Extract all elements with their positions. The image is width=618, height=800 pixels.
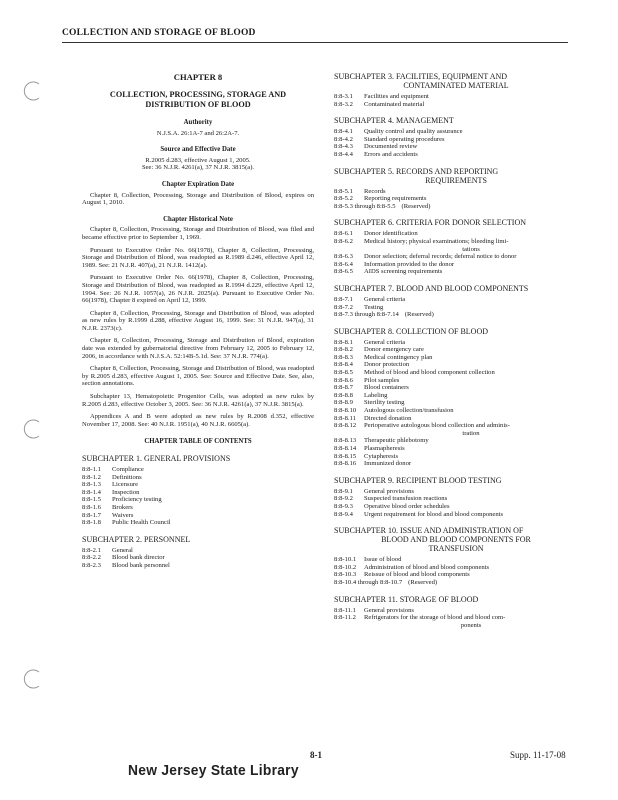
section-title-text: Autologous collection/transfusion <box>364 407 454 415</box>
section-title <box>364 354 578 362</box>
source-heading: Source and Effective Date <box>160 146 236 154</box>
toc-entry <box>334 93 578 101</box>
section-title <box>112 474 314 482</box>
section-number: 8:8-4.2 <box>334 135 353 143</box>
section-number: 8:8-3.1 <box>334 93 353 100</box>
toc-entry <box>334 253 578 261</box>
toc-entry <box>334 377 578 385</box>
toc-entry <box>82 489 314 497</box>
subchapter-heading <box>82 535 314 544</box>
toc-entry <box>334 564 578 572</box>
section-number: 8:8-9.1 <box>334 487 353 495</box>
section-title-text: Medical history; physical examinations; bleeding limi- <box>364 237 509 245</box>
section-title-text: Pilot samples <box>364 376 400 384</box>
section-number: 8:8-10.3 <box>334 571 357 579</box>
left-toc <box>82 454 314 570</box>
toc-title: CHAPTER TABLE OF CONTENTS <box>144 438 252 446</box>
section-title-text: Operative blood order schedules <box>364 502 450 510</box>
section-title <box>364 195 578 203</box>
section-title <box>364 230 578 238</box>
running-head: COLLECTION AND STORAGE OF BLOOD <box>62 28 256 38</box>
section-title-text: Immunized donor <box>364 460 412 468</box>
chapter-title-line2: DISTRIBUTION OF BLOOD <box>145 100 251 109</box>
section-title <box>364 188 578 196</box>
right-column <box>334 72 578 629</box>
section-number: 8:8-1.8 <box>82 519 101 527</box>
section-title-text: Administration of blood and blood components <box>364 563 490 571</box>
section-number: 8:8-8.13 <box>334 437 357 445</box>
section-title <box>364 407 578 415</box>
section-title-text: Blood bank personnel <box>112 561 170 569</box>
history-paragraph: Chapter 8, Collection, Processing, Storage and Distribution of Blood, was readopted by R.2005 d.283, effective August 1, 2005. See: Source and Effective Date. See, also, section annotations. <box>82 365 314 388</box>
section-title-text: Errors and accidents <box>364 150 418 158</box>
toc-entry <box>334 195 578 203</box>
section-title-text: Donor emergency care <box>364 346 424 354</box>
section-title-wrap: ponents <box>460 621 482 629</box>
section-title-text: General criteria <box>364 338 406 346</box>
section-number: 8:8-3.2 <box>334 100 353 108</box>
section-reserved: (Reserved) <box>408 578 438 586</box>
section-reserved: (Reserved) <box>401 202 431 210</box>
section-number: 8:8-9.2 <box>334 495 353 503</box>
section-title-text: Inspection <box>112 488 140 496</box>
section-title-text: Public Health Council <box>112 519 171 527</box>
section-title <box>364 392 578 400</box>
expiration-text: Chapter 8, Collection, Processing, Storage and Distribution of Blood, expires on August 1, 2010. <box>82 191 314 207</box>
section-title <box>364 101 578 109</box>
section-title <box>364 304 578 312</box>
section-title <box>364 422 578 437</box>
authority-text: N.J.S.A. 26:1A-7 and 26:2A-7. <box>156 129 240 137</box>
section-title-text: Compliance <box>112 466 144 473</box>
section-title-text: Reissue of blood and blood components <box>364 571 470 579</box>
section-number: 8:8-1.4 <box>82 488 101 496</box>
subchapter-heading-text: SUBCHAPTER 10. ISSUE AND ADMINISTRATION OF <box>334 526 524 536</box>
section-title <box>364 495 578 503</box>
section-title-text: Donor protection <box>364 361 410 369</box>
section-title <box>364 369 578 377</box>
section-number: 8:8-1.1 <box>82 466 101 473</box>
section-title <box>364 346 578 354</box>
section-number: 8:8-6.4 <box>334 260 353 268</box>
section-number: 8:8-8.7 <box>334 384 353 392</box>
toc-entry <box>82 519 314 527</box>
toc-entry <box>82 504 314 512</box>
toc-entry <box>334 151 578 159</box>
section-title <box>364 460 578 468</box>
section-number: 8:8-1.2 <box>82 473 101 481</box>
section-title <box>112 512 314 520</box>
section-title <box>364 453 578 461</box>
subchapter-heading-text: SUBCHAPTER 9. RECIPIENT BLOOD TESTING <box>334 475 502 485</box>
library-stamp: New Jersey State Library <box>128 762 299 779</box>
section-number: 8:8-1.5 <box>82 496 101 504</box>
section-number: 8:8-8.4 <box>334 361 353 369</box>
section-number: 8:8-4.1 <box>334 128 353 136</box>
toc-entry <box>334 136 578 144</box>
section-title <box>112 504 314 512</box>
section-number: 8:8-8.9 <box>334 399 353 407</box>
section-title <box>364 445 578 453</box>
chapter-title <box>82 90 314 110</box>
section-title-text: Labeling <box>364 391 388 399</box>
section-title-text: Definitions <box>112 473 142 481</box>
toc-entry <box>334 399 578 407</box>
section-range: 8:8-10.4 through 8:8-10.7 <box>334 578 403 586</box>
toc-entry <box>334 614 578 629</box>
section-number: 8:8-7.2 <box>334 303 353 311</box>
section-title <box>112 554 314 562</box>
section-title-text: Issue of blood <box>364 556 402 564</box>
subchapter-heading-text: SUBCHAPTER 1. GENERAL PROVISIONS <box>82 454 231 463</box>
section-title <box>364 143 578 151</box>
section-number: 8:8-5.2 <box>334 195 353 203</box>
section-title-text: AIDS screening requirements <box>364 268 443 276</box>
chapter-title-line1: COLLECTION, PROCESSING, STORAGE AND <box>109 90 287 99</box>
subchapter-heading <box>82 454 314 463</box>
section-title <box>364 503 578 511</box>
section-number: 8:8-11.2 <box>334 614 356 622</box>
section-number: 8:8-9.4 <box>334 510 353 518</box>
section-title <box>364 253 578 261</box>
expiration-heading: Chapter Expiration Date <box>161 180 235 188</box>
header-rule <box>62 42 568 43</box>
toc-entry <box>334 607 578 615</box>
section-title-text: Donor identification <box>364 230 418 238</box>
section-number: 8:8-10.1 <box>334 556 357 564</box>
toc-entry <box>334 143 578 151</box>
section-number: 8:8-8.2 <box>334 346 353 354</box>
section-number: 8:8-6.2 <box>334 237 353 245</box>
section-number: 8:8-1.7 <box>82 511 101 519</box>
section-title-text: Information provided to the donor <box>364 260 455 268</box>
subchapter-heading-continued: TRANSFUSION <box>428 544 484 554</box>
section-title <box>364 361 578 369</box>
toc-entry <box>82 496 314 504</box>
section-title-text: General provisions <box>364 487 414 495</box>
section-number: 8:8-8.10 <box>334 407 357 415</box>
section-number: 8:8-2.3 <box>82 561 101 569</box>
section-number: 8:8-8.6 <box>334 376 353 384</box>
history-paragraph: Chapter 8, Collection, Processing, Storage and Distribution of Blood, was adopted as new rules by R.1999 d.288, effective August 16, 1999. See: 31 N.J.R. 947(a), 31 N.J.R. 2373(c). <box>82 309 314 332</box>
subchapter-heading <box>334 116 578 125</box>
section-number: 8:8-8.15 <box>334 452 357 460</box>
section-title <box>364 511 578 519</box>
toc-entry <box>82 554 314 562</box>
section-title <box>112 547 314 555</box>
toc-entry <box>334 311 578 319</box>
toc-entry <box>334 407 578 415</box>
section-title-text: Directed donation <box>364 414 412 422</box>
toc-entry <box>334 339 578 347</box>
section-title-text: Quality control and quality assurance <box>364 128 463 136</box>
section-title-text: Testing <box>364 303 384 311</box>
toc-entry <box>334 296 578 304</box>
subchapter-heading-continued: BLOOD AND BLOOD COMPONENTS FOR <box>381 535 531 545</box>
section-number: 8:8-8.3 <box>334 353 353 361</box>
section-title-text: Donor selection; deferral records; deferral notice to donor <box>364 253 517 261</box>
punch-hole-icon <box>22 668 44 690</box>
subchapter-heading <box>334 72 578 90</box>
toc-entry <box>334 579 578 587</box>
subchapter-heading-text: SUBCHAPTER 8. COLLECTION OF BLOOD <box>334 326 489 336</box>
source-line1: R.2005 d.283, effective August 1, 2005. <box>145 156 251 164</box>
section-number: 8:8-6.5 <box>334 268 353 276</box>
toc-entry <box>334 495 578 503</box>
history-heading: Chapter Historical Note <box>163 215 233 223</box>
toc-entry <box>334 354 578 362</box>
history-paragraph: Appendices A and B were adopted as new rules by R.2008 d.352, effective November 17, 2008. See: 40 N.J.R. 1951(a), 40 N.J.R. 6605(a). <box>82 413 314 428</box>
toc-entry <box>334 511 578 519</box>
section-title-text: Documented review <box>364 143 418 151</box>
history-paragraph: Chapter 8, Collection, Processing, Storage and Distribution of Blood, was filed and became effective prior to September 1, 1969. <box>82 226 314 241</box>
section-title-text: General criteria <box>364 295 406 303</box>
toc-entry <box>334 230 578 238</box>
subchapter-heading <box>334 284 578 293</box>
section-title <box>364 296 578 304</box>
left-column <box>82 72 314 570</box>
section-title <box>112 489 314 497</box>
section-title-text: Refrigerators for the storage of blood and blood com- <box>364 614 506 622</box>
section-number: 8:8-8.12 <box>334 422 357 430</box>
toc-entry <box>334 415 578 423</box>
history-paragraph: Pursuant to Executive Order No. 66(1978), Chapter 8, Collection, Processing, Storage and Distribution of Blood, was readopted as R.1994 d.229, effective April 12, 1994. See: 26 N.J.R. 1057(a), 26 N.J.R. 2025(a). Pursuant to Executive Order No. 66(1978), Chapter 8 expired on April 12, 1999. <box>82 274 314 305</box>
section-title-text: Therapeutic phlebotomy <box>364 437 429 445</box>
subchapter-heading <box>334 476 578 485</box>
section-title <box>112 519 314 527</box>
punch-hole-icon <box>22 418 44 440</box>
section-number: 8:8-6.1 <box>334 230 353 238</box>
toc-entry <box>334 556 578 564</box>
section-title-text: Contaminated material <box>364 100 425 108</box>
section-title <box>364 384 578 392</box>
toc-entry <box>334 238 578 253</box>
page-number: 8-1 <box>310 750 322 760</box>
toc-entry <box>334 503 578 511</box>
toc-entry <box>334 437 578 445</box>
section-title-text: Sterility testing <box>364 399 405 407</box>
section-title-text: Medical contingency plan <box>364 353 433 361</box>
section-title-text: General provisions <box>364 606 414 614</box>
section-number: 8:8-2.2 <box>82 554 101 562</box>
toc-entry <box>334 488 578 496</box>
section-title <box>364 415 578 423</box>
section-number: 8:8-8.5 <box>334 369 353 377</box>
toc-entry <box>334 422 578 437</box>
toc-entry <box>82 547 314 555</box>
toc-entry <box>82 562 314 570</box>
toc-entry <box>334 445 578 453</box>
section-title <box>364 268 578 276</box>
section-title <box>364 614 578 629</box>
subchapter-heading <box>334 218 578 227</box>
section-title-text: Suspected transfusion reactions <box>364 495 448 503</box>
history-paragraph: Pursuant to Executive Order No. 66(1978), Chapter 8, Collection, Processing, Storage and Distribution of Blood, was readopted as R.1989 d.246, effective April 12, 1989. See: 21 N.J.R. 407(a), 21 N.J.R. 1412(a). <box>82 246 314 269</box>
authority-heading: Authority <box>183 119 213 126</box>
section-title-text: Waivers <box>112 511 134 519</box>
toc-entry <box>82 512 314 520</box>
subchapter-heading-text: SUBCHAPTER 11. STORAGE OF BLOOD <box>334 594 479 604</box>
toc-entry <box>334 369 578 377</box>
section-title <box>112 481 314 489</box>
subchapter-heading-text: SUBCHAPTER 3. FACILITIES, EQUIPMENT AND <box>334 72 508 81</box>
section-title <box>364 93 578 101</box>
toc-entry <box>334 101 578 109</box>
section-title-text: Method of blood and blood component collection <box>364 369 495 377</box>
toc-entry <box>334 361 578 369</box>
section-title-text: Perioperative autologous blood collection and adminis- <box>364 422 510 430</box>
section-title <box>364 556 578 564</box>
section-number: 8:8-1.6 <box>82 503 101 511</box>
section-title <box>364 238 578 253</box>
punch-hole-icon <box>22 80 44 102</box>
section-title-text: Standard operating procedures <box>364 135 445 143</box>
section-range: 8:8-7.3 through 8:8-7.14 <box>334 311 399 319</box>
section-title-text: Proficiency testing <box>112 496 162 504</box>
subchapter-heading-text: SUBCHAPTER 4. MANAGEMENT <box>334 116 454 126</box>
section-title-text: Cytapheresis <box>364 452 399 460</box>
section-title <box>112 466 314 474</box>
section-reserved: (Reserved) <box>404 311 434 319</box>
section-range: 8:8-5.3 through 8:8-5.5 <box>334 202 396 210</box>
chapter-number: CHAPTER 8 <box>173 72 223 82</box>
section-number: 8:8-11.1 <box>334 606 356 614</box>
subchapter-heading-text: SUBCHAPTER 6. CRITERIA FOR DONOR SELECTION <box>334 218 527 228</box>
section-number: 8:8-4.3 <box>334 143 353 151</box>
section-title <box>364 261 578 269</box>
toc-entry <box>334 261 578 269</box>
subchapter-heading <box>334 526 578 553</box>
section-number: 8:8-1.3 <box>82 481 101 489</box>
section-title-wrap: tration <box>462 429 480 437</box>
subchapter-heading-continued: REQUIREMENTS <box>425 175 487 185</box>
section-title <box>364 399 578 407</box>
subchapter-heading-continued: CONTAMINATED MATERIAL <box>403 81 509 90</box>
section-title-text: General <box>112 546 133 554</box>
section-title <box>364 377 578 385</box>
subchapter-heading-text: SUBCHAPTER 2. PERSONNEL <box>82 534 191 544</box>
section-number: 8:8-8.11 <box>334 414 356 422</box>
toc-entry <box>334 128 578 136</box>
subchapter-heading-text: SUBCHAPTER 7. BLOOD AND BLOOD COMPONENTS <box>334 283 529 293</box>
section-number: 8:8-9.3 <box>334 502 353 510</box>
supplement-date: Supp. 11-17-08 <box>510 750 566 760</box>
subchapter-heading <box>334 167 578 185</box>
toc-entry <box>82 466 314 474</box>
section-title-text: Records <box>364 187 386 195</box>
section-title <box>364 151 578 159</box>
section-title <box>364 437 578 445</box>
toc-entry <box>334 384 578 392</box>
toc-entry <box>334 203 578 211</box>
section-title-text: Blood containers <box>364 384 409 392</box>
toc-entry <box>334 571 578 579</box>
section-number: 8:8-8.16 <box>334 460 357 468</box>
toc-entry <box>82 481 314 489</box>
section-title-text: Reporting requirements <box>364 195 427 203</box>
toc-entry <box>334 268 578 276</box>
toc-entry <box>334 346 578 354</box>
section-number: 8:8-10.2 <box>334 563 357 571</box>
section-number: 8:8-2.1 <box>82 546 101 554</box>
toc-entry <box>334 304 578 312</box>
section-title-text: Brokers <box>112 503 133 511</box>
section-title <box>364 128 578 136</box>
toc-entry <box>334 453 578 461</box>
section-number: 8:8-8.1 <box>334 338 353 346</box>
history-paragraph: Chapter 8, Collection, Processing, Storage and Distribution of Blood, expiration date was extended by gubernatorial directive from February 12, 2005 to February 12, 2006, in accordance with N.J.S.A. 52:14B-5.1d. See: 37 N.J.R. 774(a). <box>82 337 314 360</box>
toc-entry <box>334 392 578 400</box>
section-title <box>364 571 578 579</box>
section-title <box>364 136 578 144</box>
section-title <box>364 488 578 496</box>
section-number: 8:8-8.14 <box>334 445 357 452</box>
section-title-text: Licensure <box>112 481 138 489</box>
section-title-text: Plasmapheresis <box>364 445 405 452</box>
history-paragraph: Subchapter 13, Hematopoietic Progenitor Cells, was adopted as new rules by R.2005 d.283, effective October 3, 2005. See: 36 N.J.R. 4261(a), 37 N.J.R. 3815(a). <box>82 393 314 408</box>
section-title-text: Urgent requirement for blood and blood components <box>364 510 504 518</box>
toc-entry <box>82 474 314 482</box>
toc-entry <box>334 460 578 468</box>
subchapter-heading <box>334 327 578 336</box>
section-title <box>364 564 578 572</box>
section-number: 8:8-5.1 <box>334 187 353 195</box>
section-title <box>112 496 314 504</box>
section-title <box>364 339 578 347</box>
section-title-wrap: tations <box>462 245 480 253</box>
subchapter-heading <box>334 595 578 604</box>
section-number: 8:8-6.3 <box>334 253 353 261</box>
source-line2: See: 36 N.J.R. 4261(a), 37 N.J.R. 3815(a). <box>141 164 255 172</box>
toc-entry <box>334 188 578 196</box>
section-title-text: Blood bank director <box>112 554 165 562</box>
section-title <box>112 562 314 570</box>
section-number: 8:8-7.1 <box>334 295 353 303</box>
section-title-text: Facilities and equipment <box>364 93 429 100</box>
section-number: 8:8-8.8 <box>334 391 353 399</box>
subchapter-heading-text: SUBCHAPTER 5. RECORDS AND REPORTING <box>334 166 499 176</box>
section-number: 8:8-4.4 <box>334 150 353 158</box>
section-title <box>364 607 578 615</box>
